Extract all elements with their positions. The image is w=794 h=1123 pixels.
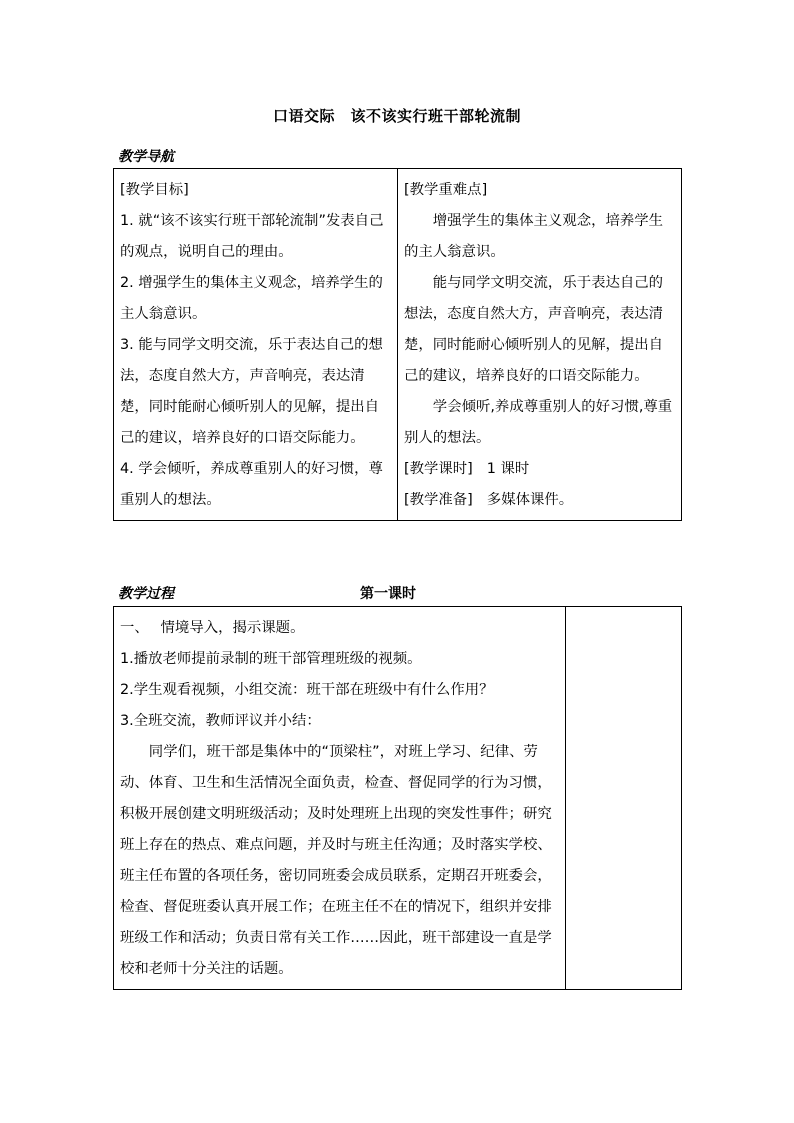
notes-cell <box>566 607 682 990</box>
objectives-cell <box>114 169 398 521</box>
guide-table <box>113 168 682 521</box>
class-hours-value: 1 课时 <box>486 461 530 477</box>
objective-item: 4. 学会倾听，养成尊重别人的好习惯，尊重别人的想法。 <box>120 461 383 508</box>
process-step: 2.学生观看视频，小组交流：班干部在班级中有什么作用？ <box>120 682 494 698</box>
guide-label: 教学导航 <box>118 149 174 165</box>
key-point-paragraph: 增强学生的集体主义观念，培养学生的主人翁意识。 <box>404 213 664 260</box>
objective-item: 3. 能与同学文明交流，乐于表达自己的想法，态度自然大方，声音响亮，表达清楚，同时能耐心倾听别人的见解，提出自己的建议，培养良好的口语交际能力。 <box>120 337 383 446</box>
preparation-row <box>404 485 675 516</box>
key-point-paragraph: 能与同学文明交流，乐于表达自己的想法，态度自然大方，声音响亮，表达清楚，同时能耐心倾听别人的见解，提出自己的建议，培养良好的口语交际能力。 <box>404 275 664 384</box>
key-point-paragraph: 学会倾听,养成尊重别人的好习惯,尊重别人的想法。 <box>404 399 673 446</box>
class-hours-row <box>404 454 675 485</box>
class-hours-label: [教学课时] <box>404 461 473 477</box>
key-points-heading: [教学重难点] <box>404 182 488 198</box>
objective-item: 1. 就“该不该实行班干部轮流制”发表自己的观点，说明自己的理由。 <box>120 213 384 260</box>
process-label: 教学过程 <box>118 586 174 602</box>
objectives-heading: [教学目标] <box>120 182 189 198</box>
preparation-label: [教学准备] <box>404 492 473 508</box>
document-title: 口语交际 该不该实行班干部轮流制 <box>272 107 521 125</box>
process-step: 1.播放老师提前录制的班干部管理班级的视频。 <box>120 651 422 667</box>
process-step: 3.全班交流，教师评议并小结： <box>120 713 321 729</box>
teacher-summary: 同学们，班干部是集体中的“顶梁柱”，对班上学习、纪律、劳动、体育、卫生和生活情况全面负责，检查、督促同学的行为习惯，积极开展创建文明班级活动；及时处理班上出现的突发性事件；研究班上存在的热点、难点问题，并及时与班主任沟通；及时落实学校、班主任布置的各项任务，密切同班委会成员联系，定期召开班委会，检查、督促班委认真开展工作；在班主任不在的情况下，组织并安排班级工作和活动；负责日常有关工作……因此，班干部建设一直是学校和老师十分关注的话题。 <box>120 744 552 977</box>
lesson-label: 第一课时 <box>360 586 416 602</box>
key-points-cell <box>398 169 682 521</box>
process-table <box>113 606 682 990</box>
process-content-cell <box>114 607 566 990</box>
objective-item: 2. 增强学生的集体主义观念，培养学生的主人翁意识。 <box>120 275 383 322</box>
preparation-value: 多媒体课件。 <box>486 492 574 508</box>
section-heading: 一、 情境导入，揭示课题。 <box>120 620 305 636</box>
